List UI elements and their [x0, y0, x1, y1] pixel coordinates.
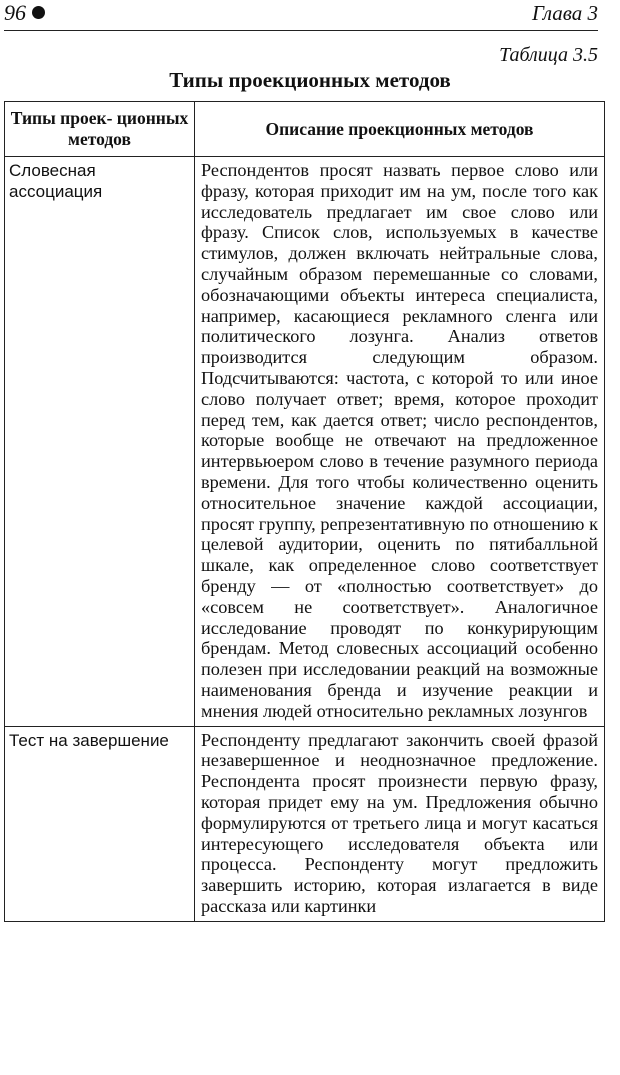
- table-row: [5, 726, 605, 921]
- chapter-label: Глава 3: [532, 1, 598, 25]
- table-header-row: [5, 102, 605, 157]
- page-number-text: 96: [4, 0, 26, 25]
- table-number: Таблица 3.5: [499, 44, 598, 66]
- table-row: [5, 157, 605, 727]
- running-header: [4, 0, 598, 31]
- method-description-cell: Респонденту предлагают закончить своей фразой незавершенное и неоднозначное предложение. Респондента просят произнести первую фразу, которая придет ему на ум. Предложения обычно формулируются от третьего лица и могут касаться интересующего исследователя объекта или процесса. Респонденту могут предложить завершить историю, которая излагается в виде рассказа или картинки: [195, 726, 605, 921]
- page-number: [4, 0, 45, 26]
- method-description-cell: Респондентов просят назвать первое слово или фразу, которая приходит им на ум, после того как исследователь предлагает им свое слово или фразу. Список слов, используемых в качестве стимулов, должен включать нейтральные слова, случайным образом перемешанные со словами, обозначающими объекты интереса специалиста, например, касающиеся рекламного сленга или политического лозунга. Анализ ответов производится следующим образом. Подсчитываются: частота, с которой то или иное слово получает ответ; время, которое проходит перед тем, как дается ответ; число респондентов, которые вообще не отвечают на предложенное интервьюером слово в течение разумного периода времени. Для того чтобы количественно оценить относительное значение каждой ассоциации, просят группу, репрезентативную по отношению к целевой аудитории, оценить по пятибалльной шкале, как определенное слово соответствует бренду — от «полностью соответствует» до «совсем не соответствует». Аналогичное исследование проводят по конкурирующим брендам. Метод словесных ассоциаций особенно полезен при исследовании реакций на возможные наименования бренда и изучение реакции и мнения людей относительно рекламных лозунгов: [195, 157, 605, 727]
- method-type-cell: Словесная ассоциация: [5, 157, 195, 727]
- method-type-cell: Тест на завершение: [5, 726, 195, 921]
- table-title: Типы проекционных методов: [169, 68, 451, 92]
- projective-methods-table: [4, 101, 605, 922]
- column-header-type: Типы проек- ционных методов: [5, 102, 195, 157]
- bullet-icon: [32, 6, 45, 19]
- column-header-description: Описание проекционных методов: [195, 102, 605, 157]
